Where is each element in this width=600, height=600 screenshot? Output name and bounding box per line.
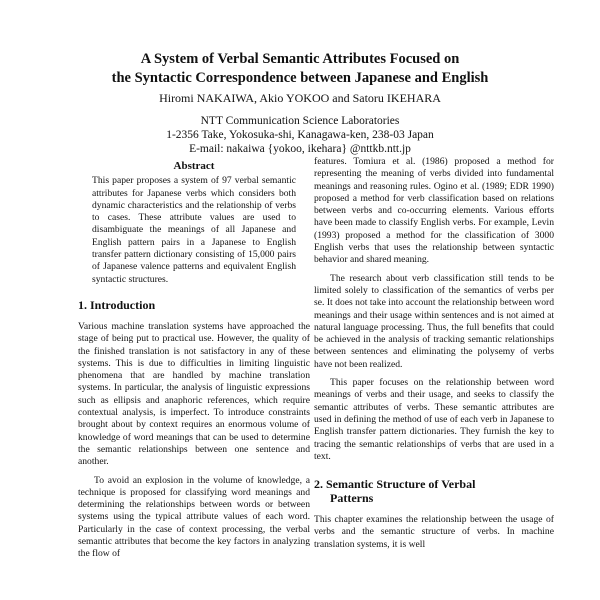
right-column	[314, 156, 554, 551]
intro-paragraph-continued: features. Tomiura et al. (1986) proposed a method for representing the meaning of verbs divided into fundamental meanings and reasoning rules. Ogino et al. (1989; EDR 1990) proposed a method for verb classification based on relations between verbs and co-occurring elements. Various efforts have been made to classify English verbs. For example, Levin (1993) proposed a method for the classification of 3000 English verbs that uses the relationship between syntactic behavior and shared meaning.	[314, 156, 554, 266]
intro-paragraph-3: The research about verb classification still tends to be limited solely to classification of the semantics of verbs per se. It does not take into account the relationship between word meanings and their usage within sentences and is not aimed at natural language processing. Thus, the full benefits that could be achieved in the analysis of tracking semantic relationships between sentences and eliminating the polysemy of verbs have not been realized.	[314, 272, 554, 370]
section-2-paragraph-1: This chapter examines the relationship between the usage of verbs and the semantic structure of verbs. In machine translation systems, it is well	[314, 514, 554, 550]
abstract-heading: Abstract	[173, 160, 215, 172]
affiliation-block	[0, 115, 600, 156]
intro-paragraph-4: This paper focuses on the relationship between word meanings of verbs and their usage, and seeks to classify the semantic attributes of verbs. These semantic attributes are used in defining the method of use of each verb in Japanese to English transfer pattern dictionaries. They furnish the key to tracing the semantic relationships of verbs that are used in a text.	[314, 377, 554, 462]
section-2-heading-line-2: Patterns	[330, 491, 374, 506]
author-list: Hiromi NAKAIWA, Akio YOKOO and Satoru IKEHARA	[159, 91, 441, 105]
section-2-heading	[314, 477, 554, 505]
affiliation-lab: NTT Communication Science Laboratories	[200, 115, 400, 127]
affiliation-address: 1-2356 Take, Yokosuka-shi, Kanagawa-ken, 238-03 Japan	[166, 128, 434, 141]
section-1-heading: 1. Introduction	[78, 297, 156, 312]
intro-paragraph-1: Various machine translation systems have approached the stage of being put to practical use. However, the quality of the finished translation is not satisfactory in any of these systems. This is due to difficulties in limiting linguistic phenomena that are handled by machine translation systems. In particular, the analysis of linguistic expressions such as ellipsis and anaphoric references, which require contextual analysis, is imperfect. To introduce constraints brought about by context requires an enormous volume of knowledge of word meanings that can be used to determine the semantic relationships between one sentence and another.	[78, 320, 310, 468]
abstract-text: This paper proposes a system of 97 verbal semantic attributes for Japanese verbs which considers both dynamic characteristics and the relationship of verbs to cases. These attribute values are used to disambiguate the meanings of all Japanese and English pattern pairs in a Japanese to English transfer pattern dictionary consisting of 15,000 pairs of Japanese valence patterns and equivalent English syntactic structures.	[92, 175, 296, 285]
intro-paragraph-2: To avoid an explosion in the volume of knowledge, a technique is proposed for classifying word meanings and determining the relationships between words or between systems using the typical attribute values of each word. Particularly in the case of context processing, the verbal semantic attributes that become the key factors in analyzing the flow of	[78, 474, 310, 560]
left-column	[78, 160, 310, 561]
paper-title	[0, 50, 600, 88]
title-line-1: A System of Verbal Semantic Attributes Focused on	[140, 51, 460, 67]
affiliation-email: E-mail: nakaiwa {yokoo, ikehara} @nttkb.ntt.jp	[189, 142, 411, 155]
section-2-heading-line-1: 2. Semantic Structure of Verbal	[314, 477, 476, 492]
title-line-2: the Syntactic Correspondence between Japanese and English	[111, 70, 489, 86]
